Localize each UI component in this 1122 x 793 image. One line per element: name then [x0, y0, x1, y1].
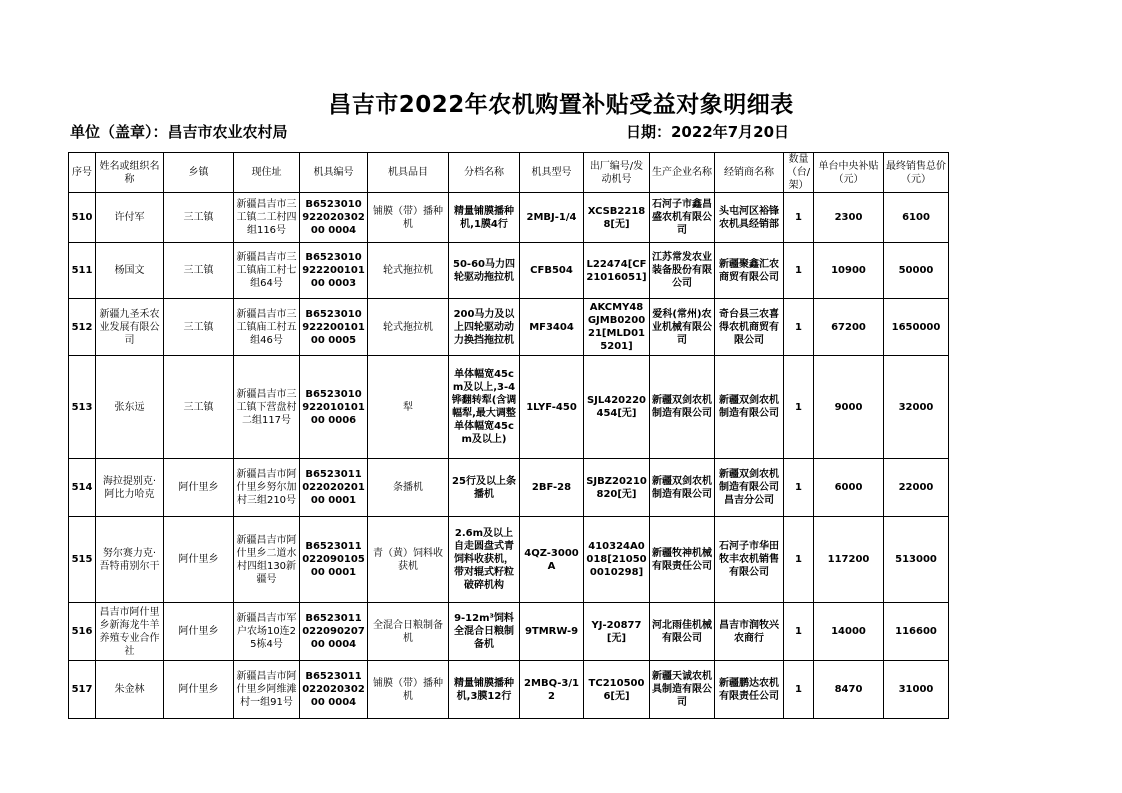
cell-machine-code: B652301102209010500 0001 [300, 517, 368, 603]
header-serial: 出厂编号/发动机号 [584, 153, 650, 193]
cell-machine-code: B652301092220010100 0003 [300, 243, 368, 299]
cell-serial: SJL420220454[无] [584, 356, 650, 459]
cell-no: 511 [69, 243, 96, 299]
cell-dealer: 新疆聚鑫汇农商贸有限公司 [715, 243, 784, 299]
cell-subsidy: 8470 [814, 661, 884, 719]
cell-machine-item: 轮式拖拉机 [368, 299, 449, 356]
cell-no: 517 [69, 661, 96, 719]
cell-maker: 新疆牧神机械有限责任公司 [650, 517, 715, 603]
table-row [69, 661, 949, 719]
cell-maker: 江苏常发农业装备股份有限公司 [650, 243, 715, 299]
cell-name: 许付军 [96, 193, 164, 243]
table-row [69, 459, 949, 517]
cell-grade: 9-12m³饲料全混合日粮制备机 [449, 603, 520, 661]
cell-price: 32000 [884, 356, 949, 459]
cell-address: 新疆昌吉市军户农场10连25栋4号 [234, 603, 300, 661]
cell-dealer: 奇台县三农喜得农机商贸有限公司 [715, 299, 784, 356]
cell-address: 新疆昌吉市三工镇庙工村七组64号 [234, 243, 300, 299]
cell-maker: 河北雨佳机械有限公司 [650, 603, 715, 661]
cell-address: 新疆昌吉市三工镇庙工村五组46号 [234, 299, 300, 356]
table-row [69, 193, 949, 243]
cell-machine-item: 全混合日粮制备机 [368, 603, 449, 661]
header-name: 姓名或组织名称 [96, 153, 164, 193]
cell-grade: 200马力及以上四轮驱动动力换挡拖拉机 [449, 299, 520, 356]
cell-town: 阿什里乡 [164, 603, 234, 661]
cell-address: 新疆昌吉市三工镇下营盘村二组117号 [234, 356, 300, 459]
cell-no: 510 [69, 193, 96, 243]
cell-quantity: 1 [784, 661, 814, 719]
cell-machine-code: B652301092220010100 0005 [300, 299, 368, 356]
subsidy-table [68, 152, 949, 719]
cell-model: 4QZ-3000A [520, 517, 584, 603]
header-town: 乡镇 [164, 153, 234, 193]
cell-serial: YJ-20877[无] [584, 603, 650, 661]
cell-price: 22000 [884, 459, 949, 517]
cell-subsidy: 6000 [814, 459, 884, 517]
table-row [69, 603, 949, 661]
cell-dealer: 新疆鹏达农机有限责任公司 [715, 661, 784, 719]
cell-town: 阿什里乡 [164, 661, 234, 719]
cell-no: 516 [69, 603, 96, 661]
cell-price: 6100 [884, 193, 949, 243]
cell-model: CFB504 [520, 243, 584, 299]
cell-name: 昌吉市阿什里乡新海龙牛羊养殖专业合作社 [96, 603, 164, 661]
cell-town: 阿什里乡 [164, 459, 234, 517]
header-dealer: 经销商名称 [715, 153, 784, 193]
header-price: 最终销售总价（元） [884, 153, 949, 193]
table-row [69, 243, 949, 299]
cell-price: 1650000 [884, 299, 949, 356]
cell-name: 杨国文 [96, 243, 164, 299]
cell-machine-code: B652301102202030200 0004 [300, 661, 368, 719]
cell-dealer: 石河子市华田牧丰农机销售有限公司 [715, 517, 784, 603]
cell-model: MF3404 [520, 299, 584, 356]
cell-town: 三工镇 [164, 243, 234, 299]
cell-model: 9TMRW-9 [520, 603, 584, 661]
header-maker: 生产企业名称 [650, 153, 715, 193]
cell-dealer: 新疆双剑农机制造有限公司昌吉分公司 [715, 459, 784, 517]
cell-address: 新疆昌吉市阿什里乡努尔加村三组210号 [234, 459, 300, 517]
cell-quantity: 1 [784, 459, 814, 517]
cell-grade: 精量铺膜播种机,3膜12行 [449, 661, 520, 719]
table-header-row [69, 153, 949, 193]
cell-machine-item: 铺膜（带）播种机 [368, 661, 449, 719]
header-no: 序号 [69, 153, 96, 193]
cell-serial: SJBZ20210820[无] [584, 459, 650, 517]
cell-machine-code: B652301092201010100 0006 [300, 356, 368, 459]
header-machine-code: 机具编号 [300, 153, 368, 193]
page-title: 昌吉市2022年农机购置补贴受益对象明细表 [328, 92, 794, 118]
cell-town: 三工镇 [164, 193, 234, 243]
cell-price: 116600 [884, 603, 949, 661]
cell-name: 新疆九圣禾农业发展有限公司 [96, 299, 164, 356]
cell-serial: XCSB22188[无] [584, 193, 650, 243]
cell-maker: 新疆双剑农机制造有限公司 [650, 356, 715, 459]
cell-name: 朱金林 [96, 661, 164, 719]
cell-serial: L22474[CF21016051] [584, 243, 650, 299]
cell-subsidy: 14000 [814, 603, 884, 661]
cell-quantity: 1 [784, 517, 814, 603]
cell-quantity: 1 [784, 243, 814, 299]
cell-address: 新疆昌吉市三工镇二工村四组116号 [234, 193, 300, 243]
cell-maker: 新疆双剑农机制造有限公司 [650, 459, 715, 517]
cell-grade: 50-60马力四轮驱动拖拉机 [449, 243, 520, 299]
table-row [69, 356, 949, 459]
cell-grade: 单体幅宽45cm及以上,3-4铧翻转犁(含调幅犁,最大调整单体幅宽45cm及以上) [449, 356, 520, 459]
cell-maker: 爱科(常州)农业机械有限公司 [650, 299, 715, 356]
cell-machine-code: B652301102209020700 0004 [300, 603, 368, 661]
cell-subsidy: 9000 [814, 356, 884, 459]
cell-address: 新疆昌吉市阿什里乡二道水村四组130新疆号 [234, 517, 300, 603]
cell-address: 新疆昌吉市阿什里乡阿维滩村一组91号 [234, 661, 300, 719]
cell-quantity: 1 [784, 603, 814, 661]
cell-dealer: 新疆双剑农机制造有限公司 [715, 356, 784, 459]
date-label: 日期：2022年7月20日 [626, 123, 790, 141]
cell-name: 张东远 [96, 356, 164, 459]
cell-machine-item: 条播机 [368, 459, 449, 517]
cell-subsidy: 117200 [814, 517, 884, 603]
cell-price: 50000 [884, 243, 949, 299]
header-address: 现住址 [234, 153, 300, 193]
cell-model: 2BF-28 [520, 459, 584, 517]
cell-machine-code: B652301092202030200 0004 [300, 193, 368, 243]
cell-serial: AKCMY48GJMB020021[MLD015201] [584, 299, 650, 356]
cell-maker: 石河子市鑫昌盛农机有限公司 [650, 193, 715, 243]
cell-grade: 2.6m及以上自走圆盘式青饲料收获机，带对辊式籽粒破碎机构 [449, 517, 520, 603]
header-model: 机具型号 [520, 153, 584, 193]
header-grade: 分档名称 [449, 153, 520, 193]
cell-serial: TC2105006[无] [584, 661, 650, 719]
header-machine-item: 机具品目 [368, 153, 449, 193]
cell-machine-item: 铺膜（带）播种机 [368, 193, 449, 243]
cell-no: 515 [69, 517, 96, 603]
cell-name: 海拉提别克·阿比力哈克 [96, 459, 164, 517]
cell-dealer: 头屯河区裕锋农机具经销部 [715, 193, 784, 243]
header-quantity: 数量（台/架） [784, 153, 814, 193]
cell-subsidy: 2300 [814, 193, 884, 243]
table-row [69, 299, 949, 356]
cell-town: 阿什里乡 [164, 517, 234, 603]
cell-town: 三工镇 [164, 299, 234, 356]
cell-dealer: 昌吉市润牧兴农商行 [715, 603, 784, 661]
cell-grade: 精量铺膜播种机,1膜4行 [449, 193, 520, 243]
cell-quantity: 1 [784, 356, 814, 459]
cell-machine-item: 轮式拖拉机 [368, 243, 449, 299]
unit-label: 单位（盖章）：昌吉市农业农村局 [70, 123, 288, 141]
cell-subsidy: 10900 [814, 243, 884, 299]
cell-name: 努尔赛力克·吾特甫别尔干 [96, 517, 164, 603]
cell-no: 512 [69, 299, 96, 356]
cell-machine-item: 犁 [368, 356, 449, 459]
cell-serial: 410324A0018[210500010298] [584, 517, 650, 603]
cell-model: 1LYF-450 [520, 356, 584, 459]
cell-quantity: 1 [784, 299, 814, 356]
header-subsidy: 单台中央补贴（元） [814, 153, 884, 193]
cell-model: 2MBQ-3/12 [520, 661, 584, 719]
cell-machine-item: 青（黄）饲料收获机 [368, 517, 449, 603]
cell-maker: 新疆天诚农机具制造有限公司 [650, 661, 715, 719]
cell-machine-code: B652301102202020100 0001 [300, 459, 368, 517]
cell-no: 514 [69, 459, 96, 517]
table-row [69, 517, 949, 603]
cell-model: 2MBJ-1/4 [520, 193, 584, 243]
cell-quantity: 1 [784, 193, 814, 243]
cell-price: 513000 [884, 517, 949, 603]
cell-price: 31000 [884, 661, 949, 719]
cell-no: 513 [69, 356, 96, 459]
cell-town: 三工镇 [164, 356, 234, 459]
cell-subsidy: 67200 [814, 299, 884, 356]
cell-grade: 25行及以上条播机 [449, 459, 520, 517]
